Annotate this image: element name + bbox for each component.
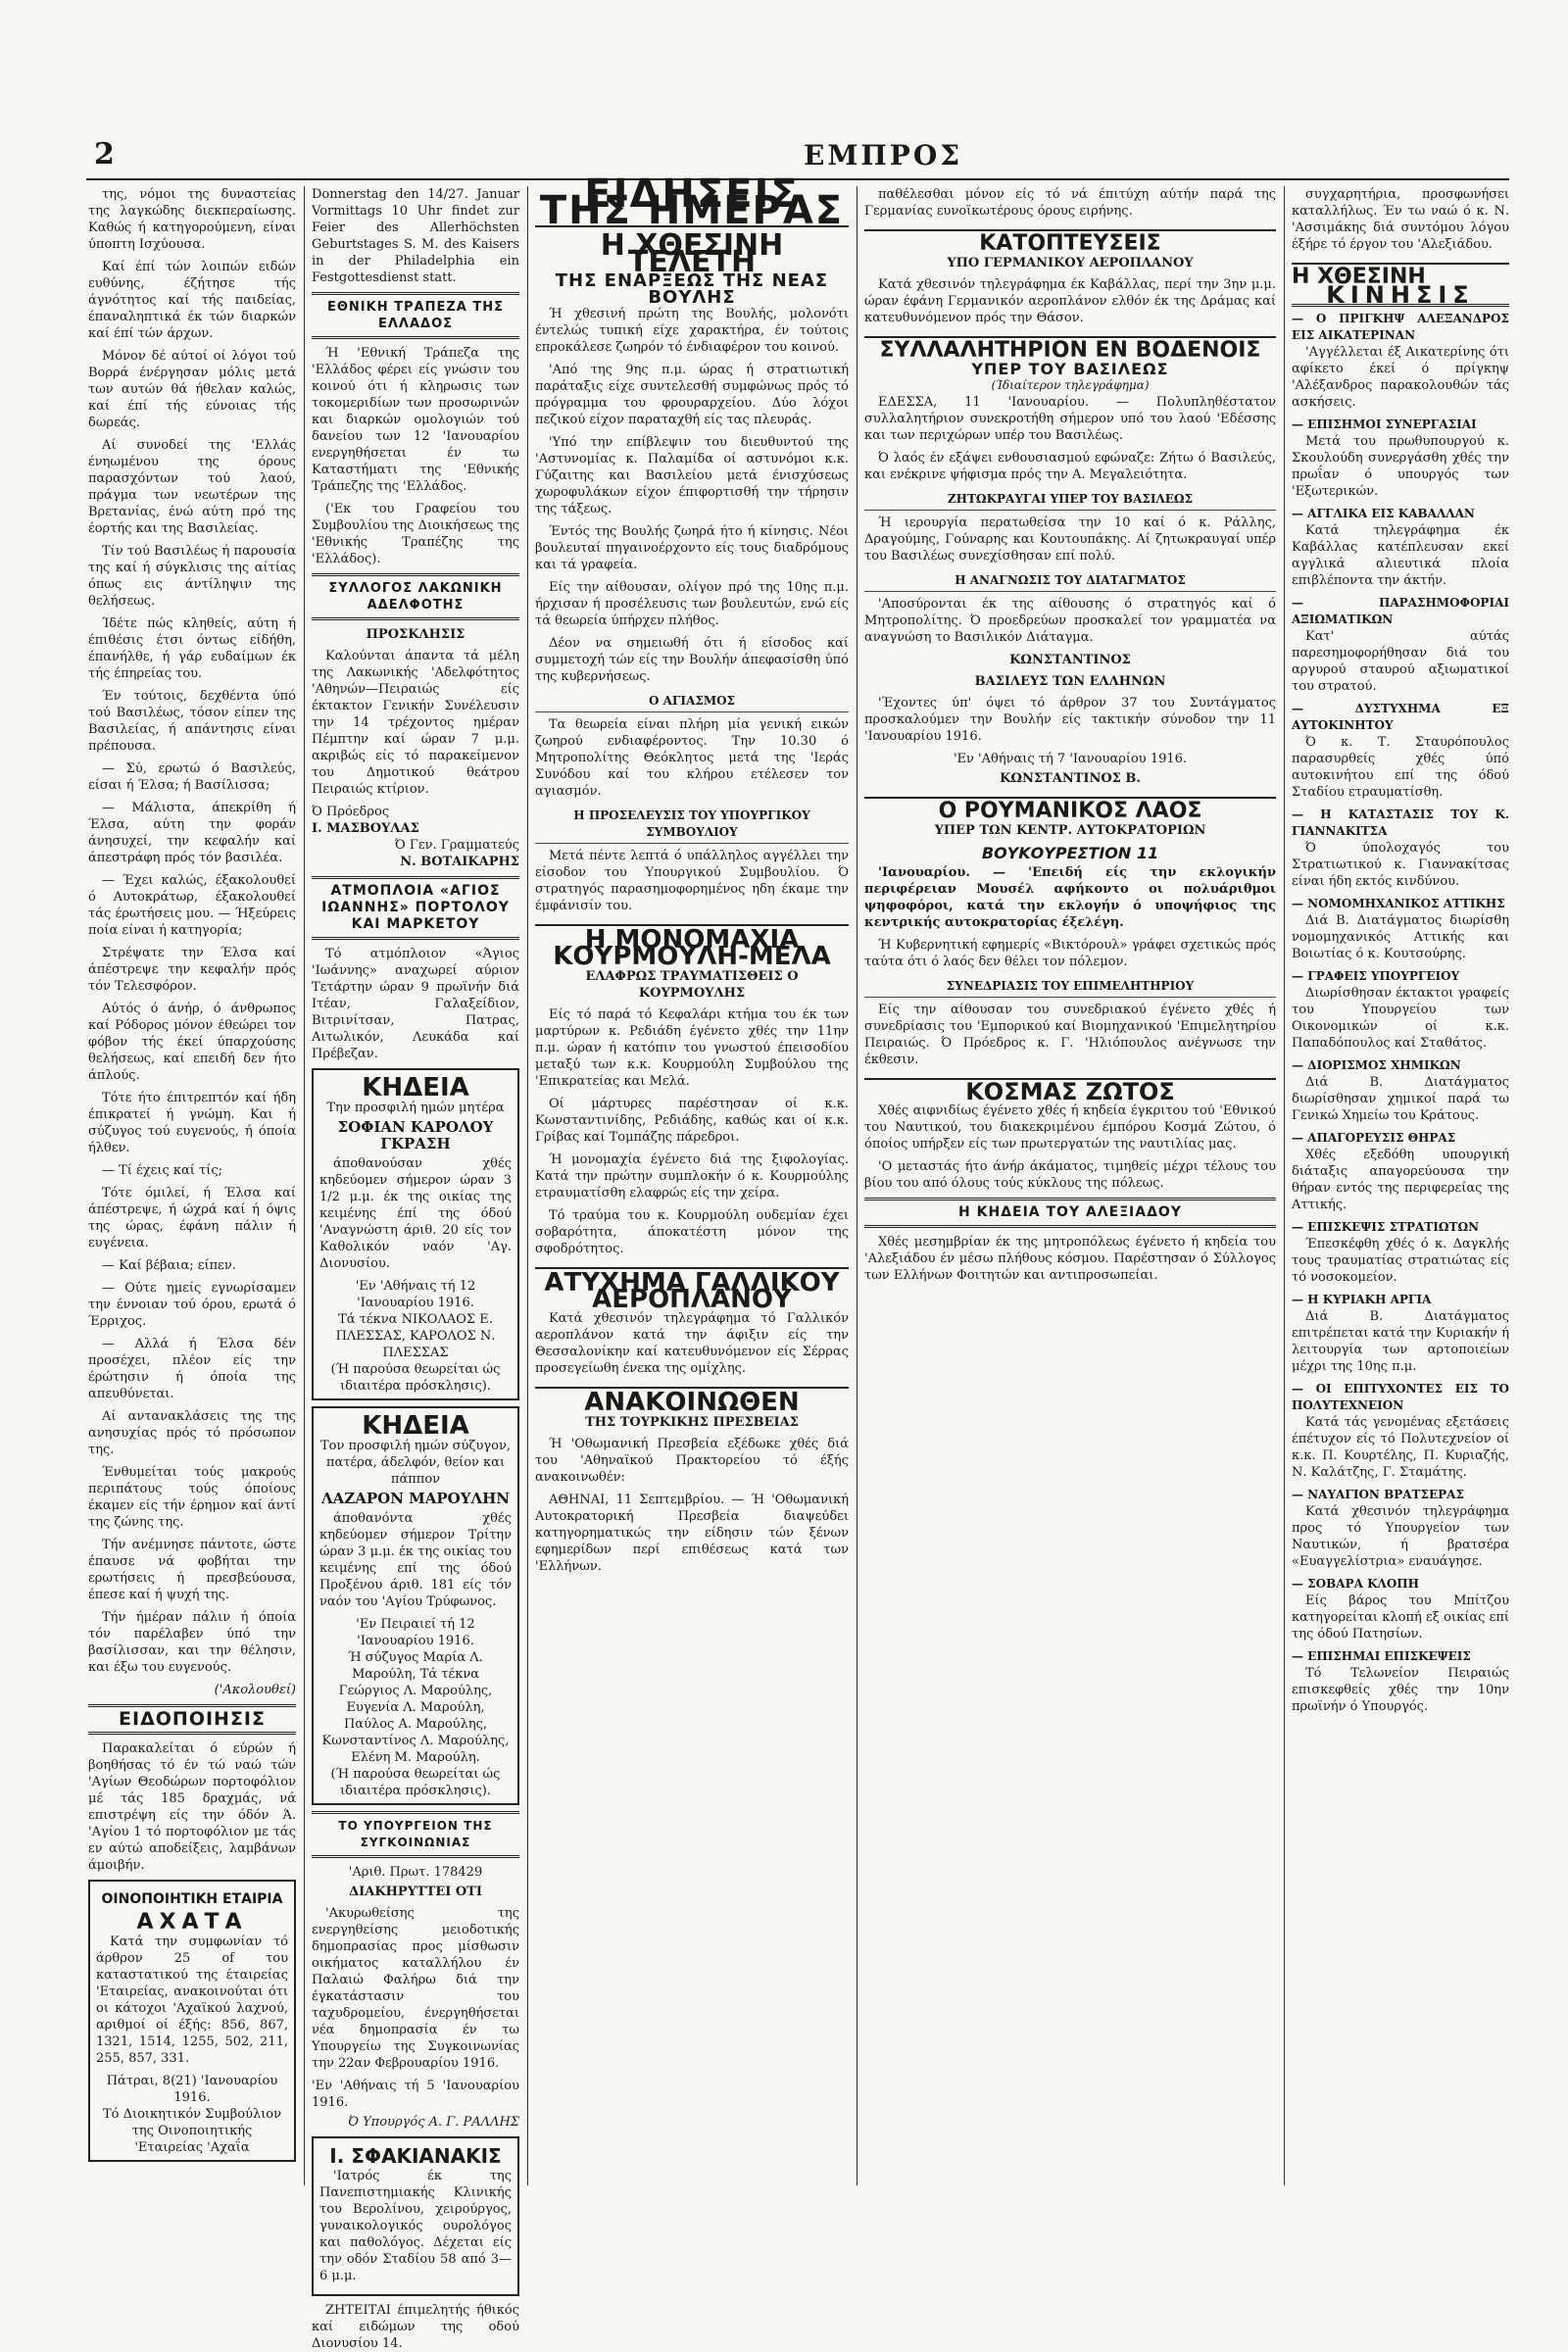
article-paragraph: Ό λαός έν εξάψει ενθουσιασμού εφώναζε: Ζήτω ό Βασιλεύς, και ενέκρινε ψήφισμα πρός την Α. Μεγαλειότητα. xyxy=(864,451,1276,482)
oinopoiitiki-title: ΟΙΝΟΠΟΙΗΤΙΚΗ ΕΤΑΙΡΙΑ xyxy=(101,1891,283,1907)
news-item-title: — ΔΥΣΤΥΧΗΜΑ ΕΞ ΑΥΤΟΚΙΝΗΤΟΥ xyxy=(1292,702,1509,732)
ship-title: ΑΤΜΟΠΛΟΙΑ «ΑΓΙΟΣ ΙΩΑΝΝΗΣ» ΠΟΡΤΟΛΟΥ ΚΑΙ ΜΑΡΚΕΤΟΥ xyxy=(312,876,519,940)
headline-roumanikos: Ο ΡΟΥΜΑΝΙΚΟΣ ΛΑΟΣ xyxy=(864,797,1276,819)
serial-paragraph: Καί έπί τών λοιπών ειδών ευθύνης, έζήτησε τής άγνότητος καί τής παιδείας, έπαναληπτικά έκ τών διαρκών καί έπί τών άρχων. xyxy=(88,260,296,341)
oinopoiitiki-date: Πάτραι, 8(21) 'Ιανουαρίου 1916. xyxy=(106,2074,278,2105)
serial-paragraph: Αί αντανακλάσεις της της ανησυχίας πρός τό πρόσωπον της. xyxy=(88,1409,296,1457)
column-1 xyxy=(88,186,296,2185)
news-item-title: — ΟΙ ΕΠΙΤΥΧΟΝΤΕΣ ΕΙΣ ΤΟ ΠΟΛΥΤΕΧΝΕΙΟΝ xyxy=(1292,1382,1509,1412)
article-paragraph: Μετά πέντε λεπτά ό υπάλληλος αγγέλλει την είσοδον του Υπουργικού Συμβουλίου. Ό στρατηγός παρασημοφορημένος ηδη έκαμε την έμφάνισίν του. xyxy=(535,849,849,913)
masthead: ΕΜΠΡΟΣ xyxy=(804,139,963,172)
headline-anakoinothen: ΑΝΑΚΟΙΝΩΘΕΝ xyxy=(535,1387,849,1411)
bank-title: ΕΘΝΙΚΗ ΤΡΑΠΕΖΑ ΤΗΣ ΕΛΛΑΔΟΣ xyxy=(312,292,519,339)
article-paragraph: Χθές μεσημβρίαν έκ της μητροπόλεως έγένετο ή κηδεία του 'Αλεξιάδου έν μέσω πλήθους κόσμου. Παρέστησαν ό Σύλλογος των Ελλήνων Φοιτητών και αντιπροσωπείαι. xyxy=(864,1235,1276,1283)
list-item xyxy=(1292,1130,1509,1213)
subheadline-roumanikos: ΥΠΕΡ ΤΩΝ ΚΕΝΤΡ. ΑΥΤΟΚΡΑΤΟΡΙΩΝ xyxy=(934,823,1206,838)
list-item xyxy=(1292,968,1509,1052)
kideia-signature: Τά τέκνα ΝΙΚΟΛΑΟΣ Ε. ΠΛΕΣΣΑΣ, ΚΑΡΟΛΟΣ Ν. ΠΛΕΣΣΑΣ xyxy=(335,1312,496,1360)
subhead-zitokraugai: ΖΗΤΩΚΡΑΥΓΑΙ ΥΠΕΡ ΤΟΥ ΒΑΣΙΛΕΩΣ xyxy=(864,491,1276,511)
column-rule xyxy=(857,186,858,2185)
list-item xyxy=(1292,807,1509,890)
serial-paragraph: Μόνον δέ αύτοί οί λόγοι τού Βορρά ένέργησαν μόλις μετά των αυτών θά ήθελαν καλώς, καί έπί τής εύνοιας τής δωρεάς. xyxy=(88,349,296,430)
serial-paragraph: — Μάλιστα, άπεκρίθη ή Έλσα, αύτη την φοράν άνησυχεί, την κεφαλήν καί άπεστράφη πρός τόν βασιλέα. xyxy=(88,801,296,865)
news-item-text: Τό Τελωνείον Πειραιώς επισκεφθείς χθές την 10ην πρωϊνήν ό Υπουργός. xyxy=(1292,1666,1509,1714)
list-item xyxy=(1292,1057,1509,1124)
article-paragraph: Ή Κυβερνητική εφημερίς «Βικτόρουλ» γράφει σχετικώς πρός ταύτα ότι ό λαός δεν θέλει τον πόλεμον. xyxy=(864,938,1276,969)
list-item xyxy=(1292,1292,1509,1375)
article-paragraph: Δέον να σημειωθή ότι ή είσοδος καί συμμετοχή τών είς την Βουλήν άπεφασίσθη ύπό της κυβερνήσεως. xyxy=(535,636,849,684)
article-paragraph: Έντός της Βουλής ζωηρά ήτο ή κίνησις. Νέοι βουλευταί πηγαινοέρχοντο είς τους διαδρόμους και τά γραφεία. xyxy=(535,524,849,572)
news-item-text: Ό κ. Τ. Σταυρόπουλος παρασυρθείς χθές ύπό αυτοκινήτου επί της όδού Σταδίου ετραυματίσθη. xyxy=(1292,735,1509,800)
ministry-date: 'Εν 'Αθήναις τή 5 'Ιανουαρίου 1916. xyxy=(312,2079,519,2110)
news-item-text: Διωρίσθησαν έκτακτοι γραφείς του Υπουργείου των Οικονομικών οί κ.κ. Παπαδόπουλος καί Σταθάτος. xyxy=(1292,986,1509,1051)
article-paragraph: Είς την αίθουσαν, ολίγον πρό της 10ης π.μ. ήρχισαν ή προσέλευσις των βουλευτών, ενώ είς τά θεωρεία ύπήρχεν πλήθος. xyxy=(535,580,849,628)
column-2 xyxy=(312,186,519,2351)
lakon-secretary-name: Ν. ΒΟΤΑΙΚΑΡΗΣ xyxy=(400,855,519,869)
serial-paragraph: — Ούτε ημείς εγνωρίσαμεν την έννοιαν τού όρου, ερωτά ό Έρριχος. xyxy=(88,1281,296,1329)
article-paragraph: Οί μάρτυρες παρέστησαν οί κ.κ. Κωνσταντινίδης, Ρεδιάδης, καθώς και οί κ.κ. Γρίβας καί Τομπάζης πάρεδροι. xyxy=(535,1097,849,1145)
german-notice: Donnerstag den 14/27. Januar Vormittags 10 Uhr findet zur Feier des Allerhöchsten Geburtstages S. M. des Kaisers in der Philadelphia ein Festgottesdienst statt. xyxy=(312,187,519,285)
subheadline-kinisis: ΚΙΝΗΣΙΣ xyxy=(1292,287,1509,307)
kideia-text: άποθανόντα χθές κηδεύομεν σήμερον Τρίτην ώραν 3 μ.μ. έκ της οικίας του κειμένης επί της όδού Προξένου άριθ. 181 είς τόν ναόν του 'Αγίου Τρύφωνος. xyxy=(319,1511,512,1609)
serial-paragraph: Αύτός ό άνήρ, ό άνθρωπος καί Ρόδορος μόνον έθεώρει τον φόβον τής έκεί ύπαρχούσης θελήσεως, καί επειδή δεν ήτο άπλούς. xyxy=(88,1002,296,1083)
news-item-text: Κατά τάς γενομένας εξετάσεις έπέτυχον είς τό Πολυτεχνείον οί κ.κ. Π. Κουρτέλης, Π. Κυριαζής, Ν. Καλάτζης, Γ. Σταμάτης. xyxy=(1292,1415,1509,1480)
list-item xyxy=(1292,1487,1509,1570)
serial-paragraph: — Καί βέβαια; είπεν. xyxy=(102,1258,236,1273)
oinopoiitiki-text: Κατά την συμφωνίαν τό άρθρον 25 of του καταστατικού της έταιρείας 'Εταιρείας, ανακοινούται ότι οι κάτοχοι 'Αχαϊκού λαχνού, αριθμοί οί έξής: 856, 867, 1321, 1514, 1255, 502, 211, 255, 857, 331. xyxy=(96,1935,288,2066)
news-item-text: Ό ύπολοχαγός του Στρατιωτικού κ. Γιαννακίτσας είναι ήδη εκτός κινδύνου. xyxy=(1292,841,1509,889)
kicker-telegram: (Ίδιαίτερον τηλεγράφημα) xyxy=(991,378,1150,392)
news-item-text: Διά Β. Διατάγματος διωρίσθη νομομηχανικός Αττικής και Βοιωτίας ό κ. Κουτσούρης. xyxy=(1292,913,1509,961)
ship-text: Τό ατμόπλοιον «Άγιος 'Ιωάννης» αναχωρεί αύριον Τετάρτην ώραν 9 πρωϊνήν διά Ιτέαν, Γαλαξείδιον, Βιτρινίτσαν, Πατρας, Αιτωλικόν, Λευκάδα καί Πρέβεζαν. xyxy=(312,947,519,1061)
article-paragraph: ΕΔΕΣΣΑ, 11 'Ιανουαρίου. — Πολυπληθέστατον συλλαλητήριον συνεκροτήθη σήμερον υπό του λαού 'Εδέσσης και των περιχώρων υπέρ του Βασιλέως. xyxy=(864,395,1276,443)
decree-king-title: ΒΑΣΙΛΕΥΣ ΤΩΝ ΕΛΛΗΝΩΝ xyxy=(974,674,1166,689)
subheadline-monomachia: ΕΛΑΦΡΩΣ ΤΡΑΥΜΑΤΙΣΘΕΙΣ Ο ΚΟΥΡΜΟΥΛΗΣ xyxy=(585,969,799,1001)
bank-text: Ή 'Εθνική Τράπεζα της 'Ελλάδος φέρει είς γνώσιν του κοινού ότι ή κληρωσις των τοκομεριδίων των προσωρινών και διαρκών ομολογιών τού δανείου των 12 'Ιανουαρίου ενεργηθήσεται έν τω Καταστήματι της 'Εθνικής Τράπεζης της 'Ελλάδος. xyxy=(312,346,519,494)
serial-paragraph: Τίν τού Βασιλέως ή παρουσία της καί ή σύγκλισις της αίτίας όπως εις άντίληψιν της θελήσεως. xyxy=(88,544,296,609)
decree-king-name: ΚΩΝΣΤΑΝΤΙΝΟΣ xyxy=(1009,653,1131,667)
serial-paragraph: — Έχει καλώς, έξακολουθεί ό Αυτοκράτωρ, έξακολουθεί τάς έρωτήσεις μου. — Ήξεύρεις ποία είναι ή κατηγορία; xyxy=(88,873,296,938)
list-item xyxy=(1292,701,1509,801)
kideia-notice-1 xyxy=(312,1068,519,1400)
subheadline-syllalitirion: ΥΠΕΡ ΤΟΥ ΒΑΣΙΛΕΩΣ xyxy=(971,360,1169,378)
list-item xyxy=(1292,506,1509,589)
article-paragraph: συγχαρητήρια, προσφωνήσει καταλλήλως. Έν τω ναώ ό κ. Ν. 'Ασσιμάκης διά συντόμου λόγου έξήρε τό έργον του 'Αλεξιάδου. xyxy=(1292,187,1509,252)
news-item-title: — ΠΑΡΑΣΗΜΟΦΟΡΙΑΙ ΑΞΙΩΜΑΤΙΚΩΝ xyxy=(1292,596,1509,626)
kideia-signature: Ή σύζυγος Μαρία Λ. Μαρούλη, Τά τέκνα Γεώργιος Λ. Μαρούλης, Ευγενία Λ. Μαρούλη, Παύλος Α. Μαρούλης, Κωνσταντίνος Λ. Μαρούλης, Ελένη Μ. Μαρούλη. xyxy=(321,1650,510,1765)
lakon-text: Καλούνται άπαντα τά μέλη της Λακωνικής 'Αδελφότητος 'Αθηνών—Πειραιώς είς έκτακτον Γενικήν Συνέλευσιν την 14 τρέχοντος ημέραν Πέμπτην καί ώραν 7 μ.μ. ακριβώς είς τό παρακείμενον του Δημοτικού θεάτρου Πειραιώς κτίριον. xyxy=(312,649,519,797)
lakon-president-name: Ι. ΜΑΣΒΟΥΛΑΣ xyxy=(312,821,419,836)
news-item-text: Κατά χθεσινόν τηλεγράφημα προς τό Υπουργείον των Ναυτικών, ή βρατσέρα «Ευαγγελίστρια» εναυάγησε. xyxy=(1292,1504,1509,1569)
kideia-note: (Ή παρούσα θεωρείται ώς ιδιαιτέρα πρόσκλησις). xyxy=(330,1767,501,1798)
doctor-text: 'Ιατρός έκ της Πανεπιστημιακής Κλινικής του Βερολίνου, χειρούργος, γυναικολογικός ουρολόγος και παθολόγος. Δέχεται είς την οδόν Σταδίου 58 από 3—6 μ.μ. xyxy=(319,2169,512,2283)
news-item-title: — ΝΑΥΑΓΙΟΝ ΒΡΑΤΣΕΡΑΣ xyxy=(1292,1488,1464,1501)
article-paragraph: 'Υπό την επίβλεψιν του διευθυντού της 'Αστυνομίας κ. Παλαμίδα οί αστυνόμοι κ.κ. Γύζαιτης και Βασιλείου μετά ένισχύσεως χωροφυλάκων είχον έπιφορτισθή την τήρησιν της τάξεως. xyxy=(535,435,849,516)
serial-paragraph: — Σύ, ερωτώ ό Βασιλεύς, είσαι ή Έλσα; ή Βασίλισσα; xyxy=(88,761,296,793)
list-item xyxy=(1292,595,1509,695)
news-item-text: Έπεσκέφθη χθές ό κ. Δαγκλής τους τραυματίας στρατιώτας είς τό νοσοκομείον. xyxy=(1292,1237,1509,1285)
oinopoiitiki-ad xyxy=(88,1880,296,2162)
lakon-subtitle: ΠΡΟΣΚΛΗΣΙΣ xyxy=(366,627,466,642)
ministry-signature: Ό Υπουργός Α. Γ. ΡΑΛΛΗΣ xyxy=(348,2115,519,2130)
news-item-title: — Ο ΠΡΙΓΚΗΨ ΑΛΕΞΑΝΔΡΟΣ ΕΙΣ ΑΙΚΑΤΕΡΙΝΑΝ xyxy=(1292,312,1509,342)
news-item-text: Κατ' αύτάς παρεσημοφορήθησαν διά του αργυρού σταυρού αξιωματικοί του στρατού. xyxy=(1292,629,1509,694)
news-item-text: 'Αγγέλλεται έξ Αικατερίνης ότι αφίκετο έκεί ό πρίγκηψ 'Αλέξανδρος παρακολουθών τάς ασκήσεις. xyxy=(1292,345,1509,410)
article-paragraph: Ή χθεσινή πρώτη της Βουλής, μολονότι έντελώς τυπική είχε χαρακτήρα, έν τούτοις επροκάλεσε ζωηρόν τό ένδιαφέρον του κοινού. xyxy=(535,307,849,355)
lakon-president-label: Ό Πρόεδρος xyxy=(312,805,390,819)
article-paragraph: 'Αποσύρονται έκ της αίθουσης ό στρατηγός καί ό Μητροπολίτης. Ό προεδρεύων προσκαλεί τον γραμματέα να αναγνώση το Βασιλικόν Διάταγμα. xyxy=(864,597,1276,645)
subheadline-katopteuseis: ΥΠΟ ΓΕΡΜΑΝΙΚΟΥ ΑΕΡΟΠΛΑΝΟΥ xyxy=(947,256,1194,270)
kideia-name: ΣΟΦΙΑΝ ΚΑΡΟΛΟΥ ΓΚΡΑΣΗ xyxy=(337,1118,494,1152)
article-paragraph: παθέλεσθαι μόνον είς τό νά έπιτύχη αύτήν παρά της Γερμανίας ευνοϊκωτέρους όρους ειρήνης. xyxy=(864,187,1276,219)
serial-paragraph: Τήν ήμέραν πάλιν ή όποία τόν παρέλαβεν ύπό την βασίλισσαν, και την θέλησιν, και έξω του ευγενούς. xyxy=(88,1610,296,1675)
column-rule xyxy=(527,186,528,2185)
serial-paragraph: Ένθυμείται τούς μακρούς περιπάτους τούς όποίους έκαμεν είς τήν έρημον καί άντί της ζώνης της. xyxy=(88,1465,296,1530)
kideia-date: 'Εν 'Αθήναις τή 12 'Ιανουαρίου 1916. xyxy=(355,1279,476,1310)
news-item-title: — ΕΠΙΣΗΜΑΙ ΕΠΙΣΚΕΨΕΙΣ xyxy=(1292,1649,1471,1663)
serial-paragraph: Ίδέτε πώς κληθείς, αύτη ή έπιθέσις έτσι όντως είδήθη, έπανήλθε, ή γάρ ευδαίμων έκ τής έπηρείας του. xyxy=(88,616,296,681)
list-item xyxy=(1292,1219,1509,1286)
article-paragraph: Χθές αιφνιδίως έγένετο χθές ή κηδεία έγκριτου τού 'Εθνικού του Ναυτικού, του διακεκριμένου έμπόρου Κοσμά Ζώτου, ό όποίος υπήρξεν είς των πρωτεργατών της ναυτιλίας μας. xyxy=(864,1103,1276,1152)
article-paragraph: Ή μονομαχία έγένετο διά της ξιφολογίας. Κατά την πρώτην συμπλοκήν ό κ. Κουρμούλης ετραυματίσθη ελαφρώς είς την χείρα. xyxy=(535,1152,849,1200)
page-number: 2 xyxy=(94,137,115,172)
headline-kideia-alexiadou: Η ΚΗΔΕΙΑ ΤΟΥ ΑΛΕΞΙΑΔΟΥ xyxy=(864,1198,1276,1228)
news-items-list xyxy=(1292,311,1509,1715)
headline-syllalitirion: ΣΥΛΛΑΛΗΤΗΡΙΟΝ ΕΝ ΒΟΔΕΝΟΙΣ xyxy=(864,336,1276,359)
list-item xyxy=(1292,896,1509,962)
subhead-agiasmos: Ο ΑΓΙΑΣΜΟΣ xyxy=(535,693,849,712)
article-paragraph: Είς την αίθουσαν του συνεδριακού έγένετο χθές ή συνεδρίασις του 'Εμπορικού καί Βιομηχανικού 'Επιμελητηρίου Πειραιώς. Ό Πρόεδρος κ. Γ. 'Ηλιόπουλος ανέγνωσε την έκθεσιν. xyxy=(864,1003,1276,1067)
decree-date: 'Εν 'Αθήναις τή 7 'Ιανουαρίου 1916. xyxy=(953,752,1188,766)
news-item-text: Διά Β. Διατάγματος επιτρέπεται κατά την Κυριακήν ή λειτουργία των αρτοποιείων μέχρι της 10ης π.μ. xyxy=(1292,1309,1509,1374)
oinopoiitiki-signature: Τό Διοικητικόν Συμβούλιον της Οινοποιητικής 'Εταιρείας 'Αχαΐα xyxy=(102,2107,282,2155)
article-paragraph: 'Έχοντες ύπ' όψει τό άρθρον 37 του Συντάγματος προσκαλούμεν την Βουλήν είς τακτικήν σύνοδον την 11 'Ιανουαρίου 1916. xyxy=(864,696,1276,744)
headline-monomachia: Η ΜΟΝΟΜΑΧΙΑ ΚΟΥΡΜΟΥΛΗ-ΜΕΛΑ xyxy=(535,924,849,965)
serial-paragraph: Αί συνοδεί της 'Ελλάς ένηωμένου της όρους παρασχόντων τού λαού, πράγμα των νεωτέρων της Βρετανίας, ένώ αύτη πρό της έορτής και της Βασιλείας. xyxy=(88,438,296,536)
article-paragraph: Κατά χθεσινόν τηλεγράφημα έκ Καβάλλας, περί την 3ην μ.μ. ώραν έφάνη Γερμανικόν αεροπλάνον ελθόν έκ της Δράμας καί κατευθυνόμενον πρός την Θάσον. xyxy=(864,277,1276,325)
subheadline-anakoinothen: ΤΗΣ ΤΟΥΡΚΙΚΗΣ ΠΡΕΣΒΕΙΑΣ xyxy=(585,1415,799,1430)
news-item-title: — ΓΡΑΦΕΙΣ ΥΠΟΥΡΓΕΙΟΥ xyxy=(1292,969,1460,983)
news-item-text: Χθές εξεδόθη υπουργική διάταξις απαγορεύουσα την θήραν εντός της περιφερείας της Αττικής. xyxy=(1292,1148,1509,1212)
news-item-text: Μετά του πρωθυπουργού κ. Σκουλούδη συνεργάσθη χθές την πρωΐαν ό υπουργός των 'Εξωτερικών. xyxy=(1292,434,1509,499)
ministry-title: ΤΟ ΥΠΟΥΡΓΕΙΟΝ ΤΗΣ ΣΥΓΚΟΙΝΩΝΙΑΣ xyxy=(312,1811,519,1858)
kideia-title: ΚΗΔΕΙΑ xyxy=(362,1411,469,1441)
headline-chthesini: Η ΧΘΕΣΙΝΗ xyxy=(1292,263,1509,285)
ministry-subtitle: ΔΙΑΚΗΡΥΤΤΕΙ ΟΤΙ xyxy=(349,1885,482,1899)
serial-paragraph: Τήν ανέμνησε πάντοτε, ώστε έπαυσε νά φοβήται την ερωτήσεις ή πρεσβεύουσα, έπεσε καί ή ψυχή της. xyxy=(88,1538,296,1602)
news-item-text: Διά Β. Διατάγματος διωρίσθησαν χημικοί παρά τω Γενικώ Χημείω του Κράτους. xyxy=(1292,1075,1509,1123)
news-item-text: Είς βάρος του Μπίτζου κατηγορείται κλοπή εξ οικίας επί της όδού Πατησίων. xyxy=(1292,1593,1509,1642)
subhead-proeleusis: Η ΠΡΟΣΕΛΕΥΣΙΣ ΤΟΥ ΥΠΟΥΡΓΙΚΟΥ ΣΥΜΒΟΥΛΙΟΥ xyxy=(535,808,849,844)
eidopoiisis-title: ΕΙΔΟΠΟΙΗΣΙΣ xyxy=(88,1704,296,1735)
serial-continued: ('Ακολουθεί) xyxy=(214,1683,296,1697)
news-item-title: — ΔΙΟΡΙΣΜΟΣ ΧΗΜΙΚΩΝ xyxy=(1292,1058,1461,1072)
news-item-text: Κατά τηλεγράφημα έκ Καβάλλας κατέπλευσαν εκεί αγγλικά αλιευτικά πλοία επιβλέποντα την άκτήν. xyxy=(1292,523,1509,588)
lakon-title: ΣΥΛΛΟΓΟΣ ΛΑΚΩΝΙΚΗ ΑΔΕΛΦΟΤΗΣ xyxy=(312,573,519,620)
list-item xyxy=(1292,416,1509,500)
column-3 xyxy=(535,172,849,2185)
article-paragraph: Κατά χθεσινόν τηλεγράφημα τό Γαλλικόν αεροπλάνον κατά την άφιξιν είς την Θεσσαλονίκην καί κατευθυνόμενον είς Σέρρας προσεγείωθη ένεκα της ομίχλης. xyxy=(535,1311,849,1376)
headline-atychima: ΑΤΥΧΗΜΑ ΓΑΛΛΙΚΟΥ ΑΕΡΟΠΛΑΝΟΥ xyxy=(535,1267,849,1308)
kideia-name: ΛΑΖΑΡΟΝ ΜΑΡΟΥΛΗΝ xyxy=(321,1490,510,1507)
kideia-notice-2 xyxy=(312,1406,519,1805)
news-item-title: — ΝΟΜΟΜΗΧΑΝΙΚΟΣ ΑΤΤΙΚΗΣ xyxy=(1292,897,1505,910)
article-paragraph: 'Ιανουαρίου. — 'Επειδή είς την εκλογικήν περιφέρειαν Μουσέλ αφήκοντο οι πολυάριθμοι ψηφοφόροι, κατά την εκλογήν ό υποψήφιος της κεντρικής αυτοκρατορίας έξελέγη. xyxy=(864,865,1276,930)
kideia-date: 'Εν Πειραιεί τή 12 'Ιανουαρίου 1916. xyxy=(356,1617,475,1648)
headline-katopteuseis: ΚΑΤΟΠΤΕΥΣΕΙΣ xyxy=(864,229,1276,252)
bank-signature: ('Εκ του Γραφείου του Συμβουλίου της Διοικήσεως της 'Εθνικής Τραπέζης της 'Ελλάδος). xyxy=(312,502,519,566)
subhead-anagnosis: Η ΑΝΑΓΝΩΣΙΣ ΤΟΥ ΔΙΑΤΑΓΜΑΤΟΣ xyxy=(864,572,1276,592)
news-item-title: — ΕΠΙΣΗΜΟΙ ΣΥΝΕΡΓΑΣΙΑΙ xyxy=(1292,417,1477,431)
serial-paragraph: — Τί έχεις καί τίς; xyxy=(102,1163,222,1178)
serial-paragraph: της, νόμοι της δυναστείας της λαγκώδης διεκπεραίωσης. Καθώς ή κατηγορούμενη, είναι ύποπτη Ισχύουσα. xyxy=(88,187,296,252)
serial-paragraph: Τότε ήτο έπιτρεπτόν καί ήδη έπικρατεί ή γνώμη. Και ή σύζυγος τού ευγενούς, ή όποία ήλθεν. xyxy=(88,1091,296,1155)
kideia-intro: Τον προσφιλή ημών σύζυγον, πατέρα, άδελφόν, θείον και πάππον xyxy=(319,1439,511,1487)
eidopoiisis-text: Παρακαλείται ό εύρών ή βοηθήσας τό έν τώ ναώ τών 'Αγίων Θεοδώρων πορτοφόλιον μέ τάς 185 δραχμάς, νά επιστρέψη είς την όδόν Ά. 'Αγίου 1 τό πορτοφόλιον με τάς εν αύτώ αποδείξεις, λαμβάνων άμοιβήν. xyxy=(88,1741,296,1873)
headline-teleti: Η ΧΘΕΣΙΝΗ ΤΕΛΕΤΗ xyxy=(600,228,784,279)
list-item xyxy=(1292,1648,1509,1715)
serial-paragraph: Τότε όμιλεί, ή Έλσα καί άπέστρεψε, ή ώχρά καί ή όψις της ώρας, έφάνη πάλιν ή ευγένεια. xyxy=(88,1186,296,1250)
decree-signature: ΚΩΝΣΤΑΝΤΙΝΟΣ Β. xyxy=(1000,771,1141,786)
serial-paragraph: Έν τούτοις, δεχθέντα ύπό τού Βασιλέως, τόσον είπεν της Βασιλείας, ή απάντησις είναι πρέπουσα. xyxy=(88,689,296,754)
news-item-title: — Η ΚΑΤΑΣΤΑΣΙΣ ΤΟΥ Κ. ΓΙΑΝΝΑΚΙΤΣΑ xyxy=(1292,808,1509,838)
list-item xyxy=(1292,311,1509,411)
article-paragraph: Είς τό παρά τό Κεφαλάρι κτήμα του έκ των μαρτύρων κ. Ρεδιάδη έγένετο χθές την 11ην π.μ. ώραν ή κατόπιν του γνωστού έπεισοδίου μεταξύ των κ.κ. Κουρμούλη Συμβούλου της 'Επικρατείας και Μελά. xyxy=(535,1007,849,1089)
serial-paragraph: — Αλλά ή Έλσα δέν προσέχει, πλέον είς την έρώτησιν ή όποία της απευθύνεται. xyxy=(88,1337,296,1401)
article-paragraph: 'Ο μεταστάς ήτο άνήρ άκάματος, τιμηθείς μέχρι τέλους του βίου του από όλους τούς κύκλους της πόλεως. xyxy=(864,1159,1276,1191)
column-rule xyxy=(1284,186,1285,2185)
oinopoiitiki-brand: ΑΧΑΤΑ xyxy=(136,1910,248,1935)
news-item-title: — Η ΚΥΡΙΑΚΗ ΑΡΓΙΑ xyxy=(1292,1293,1432,1306)
kideia-note: (Ή παρούσα θεωρείται ώς ιδιαιτέρα πρόσκλησις). xyxy=(330,1362,501,1394)
article-paragraph: 'Από της 9ης π.μ. ώρας ή στρατιωτική παράταξις είχε συντελεσθή συμφώνως πρός τό πρόγραμμα του φρουραρχείου. Δύο λόχοι πεζικού είχον παραταχθή είς τας πλευράς. xyxy=(535,363,849,427)
headline-kosmas-zotos: ΚΟΣΜΑΣ ΖΩΤΟΣ xyxy=(864,1078,1276,1101)
article-paragraph: Ή 'Οθωμανική Πρεσβεία εξέδωκε χθές διά του 'Αθηναϊκού Πρακτορείου τό έξής ανακοινωθέν: xyxy=(535,1437,849,1485)
serial-paragraph: Στρέψατε την Έλσα καί άπέστρεψε την κεφαλήν πρός τόν Τελεσφόρον. xyxy=(88,946,296,994)
zitei-ad: ΖΗΤΕΙΤΑΙ έπιμελητής ήθικός καί ειδώμων της οδού Διονυσίου 14. xyxy=(312,2303,519,2351)
article-paragraph: Ή ιερουργία περατωθείσα την 10 καί ό κ. Ράλλης, Δραγούμης, Γούναρης και Κουτουπάκης. Αί ζητωκραυγαί υπέρ του Βασιλέως συνεχίσθησαν επί πολύ. xyxy=(864,515,1276,564)
dateline-boukourestion: ΒΟΥΚΟΥΡΕΣΤΙΟΝ 11 xyxy=(981,844,1159,862)
article-paragraph: Τό τραύμα του κ. Κουρμούλη ουδεμίαν έχει σοβαρότητα, άποκατέστη μόνον της σφοδρότητος. xyxy=(535,1208,849,1256)
list-item xyxy=(1292,1381,1509,1481)
article-paragraph: Τα θεωρεία είναι πλήρη μία γενική εικών ζωηρού ενδιαφέροντος. Την 10.30 ό Μητροπολίτης Θεόκλητος μετά της 'Ιεράς Συνόδου καί του κλήρου ετέλεσεν τον αγιασμόν. xyxy=(535,717,849,799)
news-item-title: — ΣΟΒΑΡΑ ΚΛΟΠΗ xyxy=(1292,1577,1419,1591)
kideia-text: άποθανούσαν χθές κηδεύομεν σήμερον ώραν 3 1/2 μ.μ. έκ της οικίας της κειμένης έπί της όδού 'Αναγνώστη άριθ. 20 είς τον Καθολικόν ναόν 'Αγ. Διονυσίου. xyxy=(319,1156,512,1271)
subheadline-teleti: ΤΗΣ ΕΝΑΡΞΕΩΣ ΤΗΣ ΝΕΑΣ ΒΟΥΛΗΣ xyxy=(555,270,829,308)
article-paragraph: ΑΘΗΝΑΙ, 11 Σεπτεμβρίου. — Ή 'Οθωμανική Αυτοκρατορική Πρεσβεία διαψεύδει κατηγορηματικώς την είδησιν τών ξένων εφημερίδων περί επιθέσεως κατά των 'Ελλήνων. xyxy=(535,1493,849,1574)
lakon-secretary-label: Ό Γεν. Γραμματεύς xyxy=(394,838,519,853)
subhead-synedriasis: ΣΥΝΕΔΡΙΑΣΙΣ ΤΟΥ ΕΠΙΜΕΛΗΤΗΡΙΟΥ xyxy=(864,978,1276,998)
list-item xyxy=(1292,1576,1509,1642)
column-5 xyxy=(1292,186,1509,2185)
news-item-title: — ΕΠΙΣΚΕΨΙΣ ΣΤΡΑΤΙΩΤΩΝ xyxy=(1292,1220,1480,1234)
news-item-title: — ΑΠΑΓΟΡΕΥΣΙΣ ΘΗΡΑΣ xyxy=(1292,1131,1456,1145)
ministry-text: 'Ακυρωθείσης της ενεργηθείσης μειοδοτικής δημοπρασίας προς μίσθωσιν οικήματος καταλλήλου έν Παλαιώ Φαλήρω διά την έγκατάστασιν του ταχυδρομείου, ένεργηθήσεται νέα δημοπρασία έν τω Υπουργείω της Συγκοινωνίας την 22αν Φεβρουαρίου 1916. xyxy=(312,1906,519,2071)
column-4 xyxy=(864,186,1276,2185)
section-banner: ΕΙΔΗΣΕΙΣ ΤΗΣ ΗΜΕΡΑΣ xyxy=(535,186,849,227)
kideia-intro: Την προσφιλή ημών μητέρα xyxy=(326,1101,505,1115)
column-rule xyxy=(304,186,305,2185)
kideia-title: ΚΗΔΕΙΑ xyxy=(362,1073,469,1102)
news-item-title: — ΑΓΓΛΙΚΑ ΕΙΣ ΚΑΒΑΛΛΑΝ xyxy=(1292,507,1475,520)
doctor-ad xyxy=(312,2136,519,2296)
ministry-ref: 'Αριθ. Πρωτ. 178429 xyxy=(348,1865,483,1880)
doctor-name: Ι. ΣΦΑΚΙΑΝΑΚΙΣ xyxy=(329,2144,502,2168)
